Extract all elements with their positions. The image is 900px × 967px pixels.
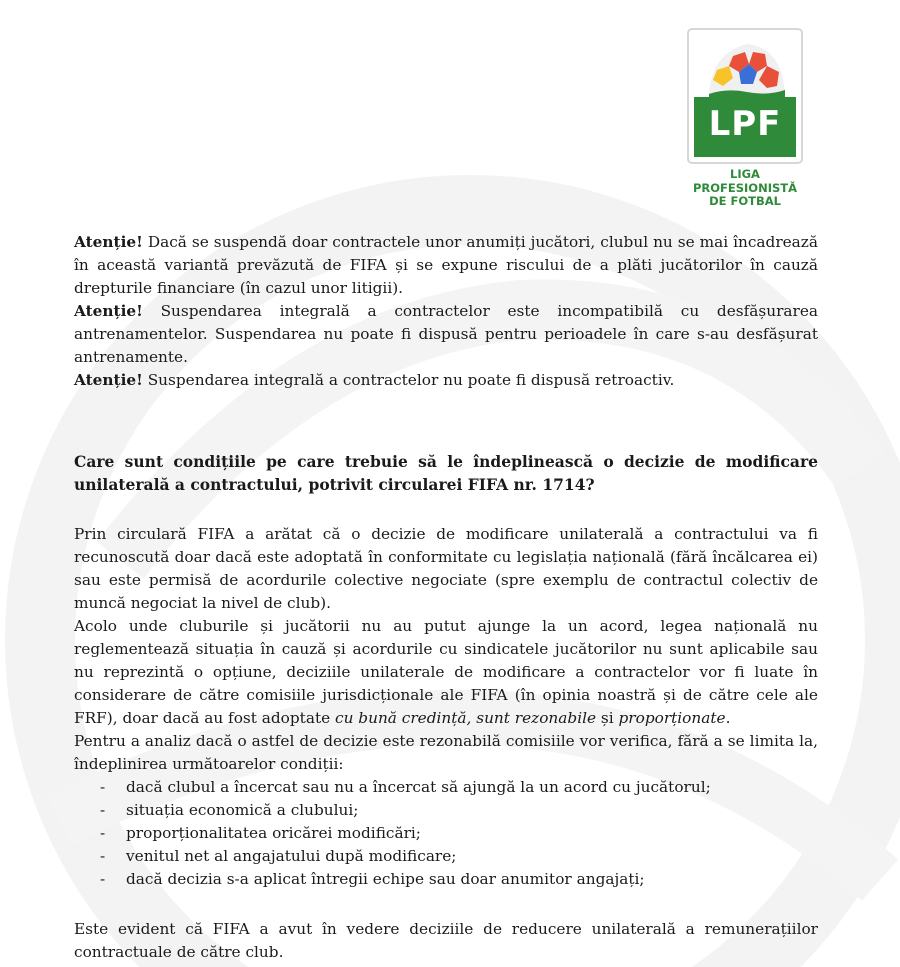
lpf-caption-line-1: LIGA: [730, 167, 760, 181]
paragraph-conditions-intro: Pentru a analiz dacă o astfel de decizie este rezonabilă comisiile vor verifica, fără a se limita la, îndeplinirea următoarelor condiții:: [74, 732, 818, 773]
list-item-text: venitul net al angajatului după modificare;: [126, 847, 457, 865]
lpf-caption-line-2: PROFESIONISTĂ: [692, 180, 798, 195]
warning-1: [74, 231, 818, 300]
paragraph-text: și: [596, 709, 619, 727]
paragraph-text: Acolo unde cluburile și jucătorii nu au putut ajunge la un acord, legea națională nu reglementează situația în cauză și acordurile cu sindicatele jucătorilor nu sunt aplicabile sau nu reprezintă o opțiune, deciziile unilaterale de modificare a contractelor vor fi luate în considerare de către comisiile jurisdicționale ale FIFA (în opinia noastră și de către cele ale FRF), doar dacă au fost adoptate: [74, 617, 818, 727]
warning-label: Atenție!: [74, 233, 143, 251]
list-marker: -: [100, 778, 106, 796]
list-marker: -: [100, 801, 106, 819]
paragraph-unilateral-decisions: [74, 615, 818, 730]
conditions-list: [74, 776, 818, 891]
warning-label: Atenție!: [74, 302, 143, 320]
list-marker: -: [100, 870, 106, 888]
warning-2: [74, 300, 818, 369]
paragraph-fifa-circular: Prin circulară FIFA a arătat că o decizie de modificare unilaterală a contractului va fi recunoscută doar dacă este adoptată în conformitate cu legislația națională (fără încălcarea ei) sau este permisă de acordurile colective negociate (spre exemplu de contractul colectiv de muncă negociat la nivel de club).: [74, 525, 818, 612]
list-item: [74, 868, 818, 891]
list-item-text: dacă clubul a încercat sau nu a încercat să ajungă la un acord cu jucătorul;: [126, 778, 711, 796]
list-marker: -: [100, 824, 106, 842]
document-body: [74, 231, 818, 964]
list-item: [74, 822, 818, 845]
warning-text: Suspendarea integrală a contractelor este incompatibilă cu desfășurarea antrenamentelor. Suspendarea nu poate fi dispusă pentru perioadele în care s-au desfășurat antrenamente.: [74, 302, 818, 366]
closing-paragraph: Este evident că FIFA a avut în vedere deciziile de reducere unilaterală a remunerațiilor contractuale de către club.: [74, 920, 818, 961]
list-marker: -: [100, 847, 106, 865]
warning-text: Dacă se suspendă doar contractele unor anumiți jucători, clubul nu se mai încadrează în această variantă prevăzută de FIFA și se expune riscului de a plăti jucătorilor în cauză drepturile financiare (în cazul unor litigii).: [74, 233, 818, 297]
warning-label: Atenție!: [74, 371, 143, 389]
list-item: [74, 776, 818, 799]
list-item-text: proporționalitatea oricărei modificări;: [126, 824, 421, 842]
list-item: [74, 845, 818, 868]
paragraph-italic: proporționate: [618, 709, 726, 727]
warning-3: [74, 369, 818, 392]
lpf-caption-line-3: DE FOTBAL: [709, 194, 781, 208]
list-item-text: situația economică a clubului;: [126, 801, 359, 819]
list-item-text: dacă decizia s-a aplicat întregii echipe sau doar anumitor angajați;: [126, 870, 645, 888]
lpf-logo-badge-text: LPF: [708, 104, 782, 144]
section-heading: Care sunt condițiile pe care trebuie să le îndeplinească o decizie de modificare unilaterală a contractului, potrivit circularei FIFA nr. 1714?: [74, 452, 818, 494]
warning-text: Suspendarea integrală a contractelor nu poate fi dispusă retroactiv.: [142, 371, 675, 389]
paragraph-italic: cu bună credință, sunt rezonabile: [335, 709, 597, 727]
list-item: [74, 799, 818, 822]
paragraph-text: .: [725, 709, 731, 727]
lpf-logo-caption: [675, 168, 815, 209]
